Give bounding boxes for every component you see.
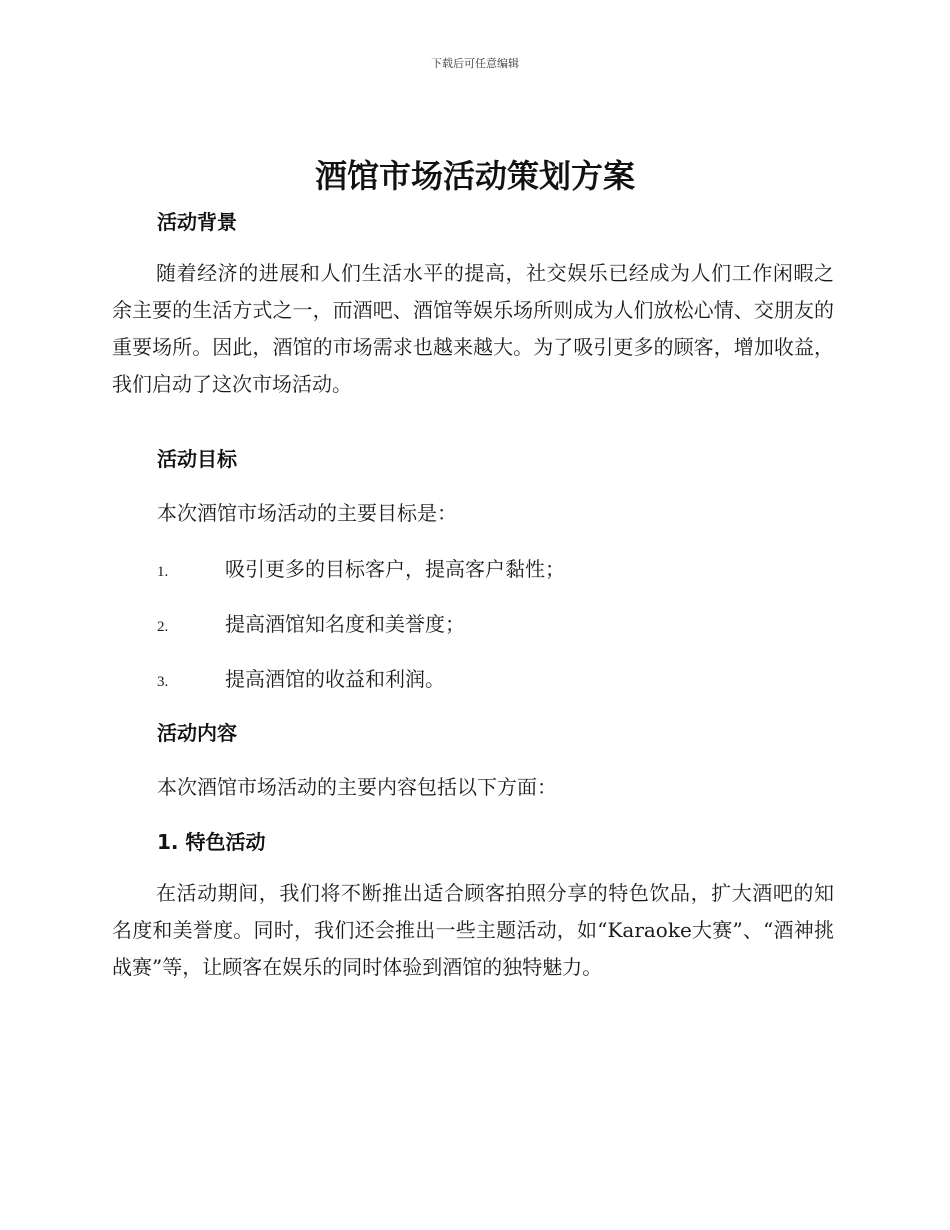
list-number: 1. (157, 564, 169, 580)
subsection-heading-special-events: 1. 特色活动 (157, 830, 266, 854)
list-item (157, 663, 445, 691)
list-item (157, 553, 565, 581)
background-paragraph: 随着经济的进展和人们生活水平的提高，社交娱乐已经成为人们工作闲暇之余主要的生活方式之一，而酒吧、酒馆等娱乐场所则成为人们放松心情、交朋友的重要场所。因此，酒馆的市场需求也越来越大。为了吸引更多的顾客，增加收益，我们启动了这次市场活动。 (112, 261, 834, 396)
list-number: 2. (157, 619, 169, 635)
special-events-paragraph: 在活动期间，我们将不断推出适合顾客拍照分享的特色饮品，扩大酒吧的知名度和美誉度。同时，我们还会推出一些主题活动，如“Karaoke大赛”、“酒神挑战赛”等，让顾客在娱乐的同时体验到酒馆的独特魅力。 (112, 881, 834, 979)
list-item (157, 608, 465, 636)
section-heading-content: 活动内容 (157, 721, 237, 745)
section-heading-background: 活动背景 (157, 210, 237, 234)
section-heading-goals: 活动目标 (157, 447, 237, 471)
list-number: 3. (157, 674, 169, 690)
list-text: 提高酒馆知名度和美誉度； (225, 612, 465, 636)
list-text: 提高酒馆的收益和利润。 (225, 667, 445, 691)
list-text: 吸引更多的目标客户，提高客户黏性； (225, 557, 565, 581)
goals-intro: 本次酒馆市场活动的主要目标是： (157, 501, 457, 525)
content-intro: 本次酒馆市场活动的主要内容包括以下方面： (157, 775, 557, 799)
document-title: 酒馆市场活动策划方案 (314, 157, 635, 195)
header-note: 下载后可任意编辑 (431, 57, 519, 70)
